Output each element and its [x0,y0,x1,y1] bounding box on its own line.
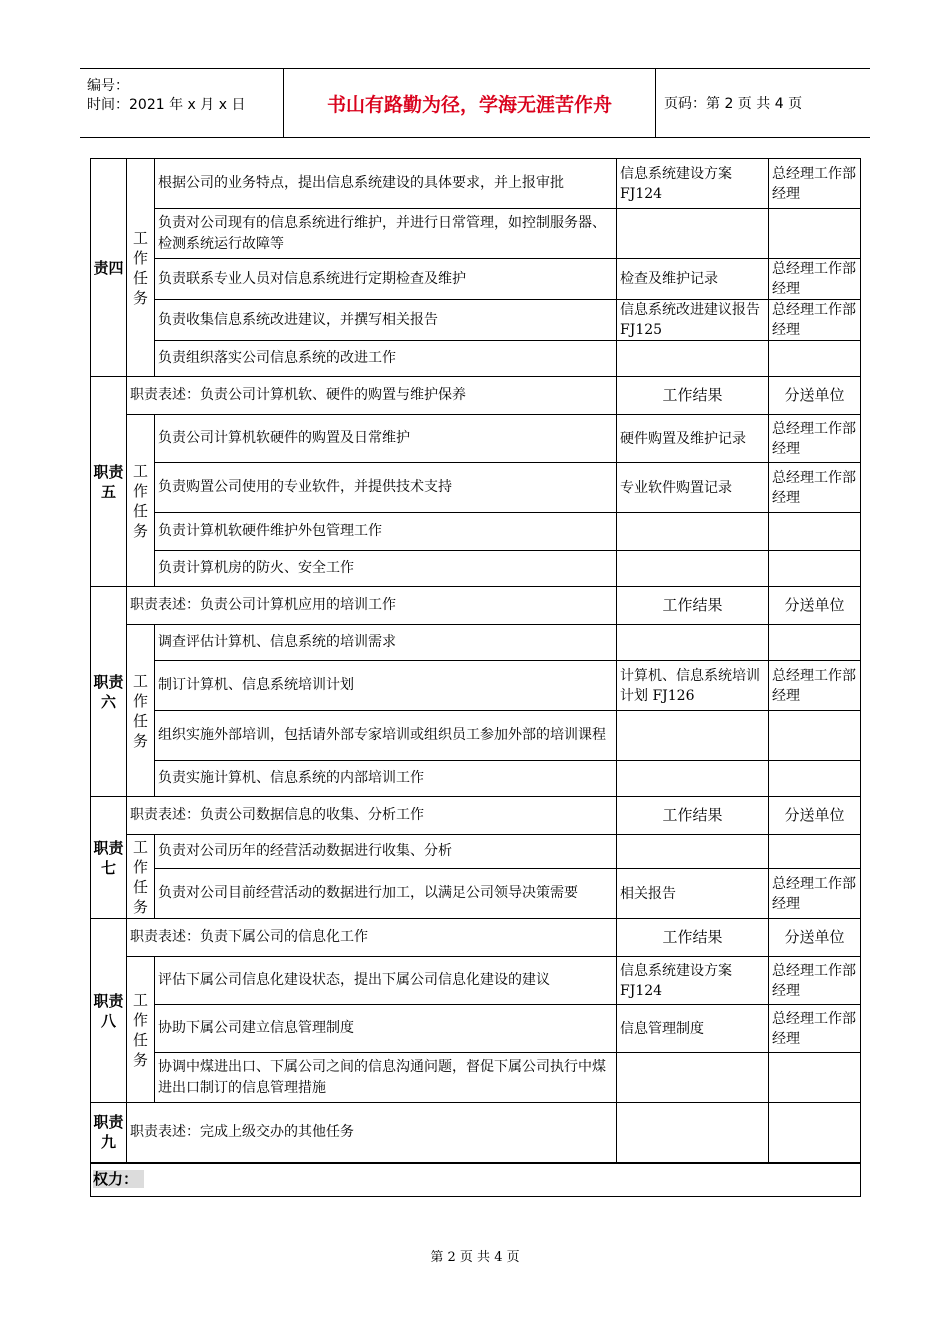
task-result: 信息系统改进建议报告 FJ125 [617,300,769,341]
col-work-result: 工作结果 [617,919,769,957]
empty-cell [617,1103,769,1163]
task-dest: 总经理工作部经理 [769,259,861,300]
table-row [91,587,861,625]
task-dest: 总经理工作部经理 [769,661,861,711]
table-row [91,300,861,341]
task-dest [769,341,861,377]
table-row [91,835,861,869]
task-dest [769,209,861,259]
task-dest: 总经理工作部经理 [769,415,861,463]
number-label: 编号： [87,78,129,94]
table-row [91,661,861,711]
task-text: 负责计算机软硬件维护外包管理工作 [155,513,617,551]
task-dest: 总经理工作部经理 [769,463,861,513]
duty8-label: 职责八 [91,919,127,1103]
table-row [91,761,861,797]
table-row [91,259,861,300]
task-text: 制订计算机、信息系统培训计划 [155,661,617,711]
duty7-label: 职责七 [91,797,127,919]
table-row [91,159,861,209]
task-text: 负责购置公司使用的专业软件，并提供技术支持 [155,463,617,513]
table-row [91,551,861,587]
task-text: 根据公司的业务特点，提出信息系统建设的具体要求，并上报审批 [155,159,617,209]
task-text: 负责收集信息系统改进建议，并撰写相关报告 [155,300,617,341]
task-result: 信息系统建设方案 FJ124 [617,159,769,209]
table-row [91,797,861,835]
duty5-label: 职责五 [91,377,127,587]
task-result: 计算机、信息系统培训计划 FJ126 [617,661,769,711]
table-row [91,377,861,415]
task-text: 协调中煤进出口、下属公司之间的信息沟通问题，督促下属公司执行中煤进出口制订的信息管理措施 [155,1053,617,1103]
col-work-result: 工作结果 [617,587,769,625]
power-label: 权力： [93,1170,144,1188]
task-dest [769,761,861,797]
task-result: 硬件购置及维护记录 [617,415,769,463]
page-footer: 第 2 页 共 4 页 [430,1250,520,1265]
duty8-task-label: 工作任务 [127,957,155,1103]
task-result [617,1053,769,1103]
task-dest [769,835,861,869]
duty5-desc: 职责表述：负责公司计算机软、硬件的购置与维护保养 [127,377,617,415]
task-dest [769,711,861,761]
col-send-unit: 分送单位 [769,919,861,957]
header-page-label: 页码：第 2 页 共 4 页 [664,96,803,112]
task-result [617,551,769,587]
table-row [91,869,861,919]
table-row [91,513,861,551]
col-work-result: 工作结果 [617,377,769,415]
task-dest [769,551,861,587]
task-dest [769,625,861,661]
task-text: 组织实施外部培训，包括请外部专家培训或组织员工参加外部的培训课程 [155,711,617,761]
task-result: 信息管理制度 [617,1005,769,1053]
task-result [617,835,769,869]
task-text: 负责公司计算机软硬件的购置及日常维护 [155,415,617,463]
duty6-desc: 职责表述：负责公司计算机应用的培训工作 [127,587,617,625]
duties-table [90,158,861,1197]
task-dest: 总经理工作部经理 [769,869,861,919]
task-text: 负责实施计算机、信息系统的内部培训工作 [155,761,617,797]
duty7-desc: 职责表述：负责公司数据信息的收集、分析工作 [127,797,617,835]
task-result: 专业软件购置记录 [617,463,769,513]
task-text: 负责对公司现有的信息系统进行维护，并进行日常管理，如控制服务器、检测系统运行故障等 [155,209,617,259]
duty6-task-label: 工作任务 [127,625,155,797]
task-dest: 总经理工作部经理 [769,957,861,1005]
duty5-task-label: 工作任务 [127,415,155,587]
task-dest: 总经理工作部经理 [769,159,861,209]
task-dest: 总经理工作部经理 [769,1005,861,1053]
table-row [91,1103,861,1163]
table-row [91,919,861,957]
task-dest [769,513,861,551]
duty9-label: 职责九 [91,1103,127,1163]
col-send-unit: 分送单位 [769,587,861,625]
task-dest [769,1053,861,1103]
power-row [91,1163,861,1197]
table-row [91,625,861,661]
task-result: 信息系统建设方案 FJ124 [617,957,769,1005]
task-text: 评估下属公司信息化建设状态，提出下属公司信息化建设的建议 [155,957,617,1005]
task-text: 负责对公司历年的经营活动数据进行收集、分析 [155,835,617,869]
task-result [617,513,769,551]
task-result [617,341,769,377]
table-row [91,463,861,513]
task-dest: 总经理工作部经理 [769,300,861,341]
task-result [617,625,769,661]
task-result [617,761,769,797]
header-meta [80,69,283,137]
empty-cell [769,1103,861,1163]
col-send-unit: 分送单位 [769,797,861,835]
table-row [91,209,861,259]
col-work-result: 工作结果 [617,797,769,835]
task-result [617,209,769,259]
task-text: 负责组织落实公司信息系统的改进工作 [155,341,617,377]
page-header [80,68,870,138]
header-motto: 书山有路勤为径，学海无涯苦作舟 [283,69,656,137]
duty6-label: 职责六 [91,587,127,797]
table-row [91,341,861,377]
table-row [91,1005,861,1053]
duty7-task-label: 工作任务 [127,835,155,919]
table-row [91,1163,861,1197]
task-result: 检查及维护记录 [617,259,769,300]
task-text: 负责对公司目前经营活动的数据进行加工，以满足公司领导决策需要 [155,869,617,919]
time-label: 时间：2021 年 x 月 x 日 [87,97,246,113]
table-row [91,711,861,761]
duty8-desc: 职责表述：负责下属公司的信息化工作 [127,919,617,957]
duty9-desc: 职责表述：完成上级交办的其他任务 [127,1103,617,1163]
task-result: 相关报告 [617,869,769,919]
duty4-label: 责四 [91,159,127,377]
task-text: 负责计算机房的防火、安全工作 [155,551,617,587]
duty4-task-label: 工作任务 [127,159,155,377]
table-row [91,957,861,1005]
col-send-unit: 分送单位 [769,377,861,415]
task-text: 协助下属公司建立信息管理制度 [155,1005,617,1053]
task-text: 负责联系专业人员对信息系统进行定期检查及维护 [155,259,617,300]
task-result [617,711,769,761]
table-row [91,415,861,463]
task-text: 调查评估计算机、信息系统的培训需求 [155,625,617,661]
table-row [91,1053,861,1103]
